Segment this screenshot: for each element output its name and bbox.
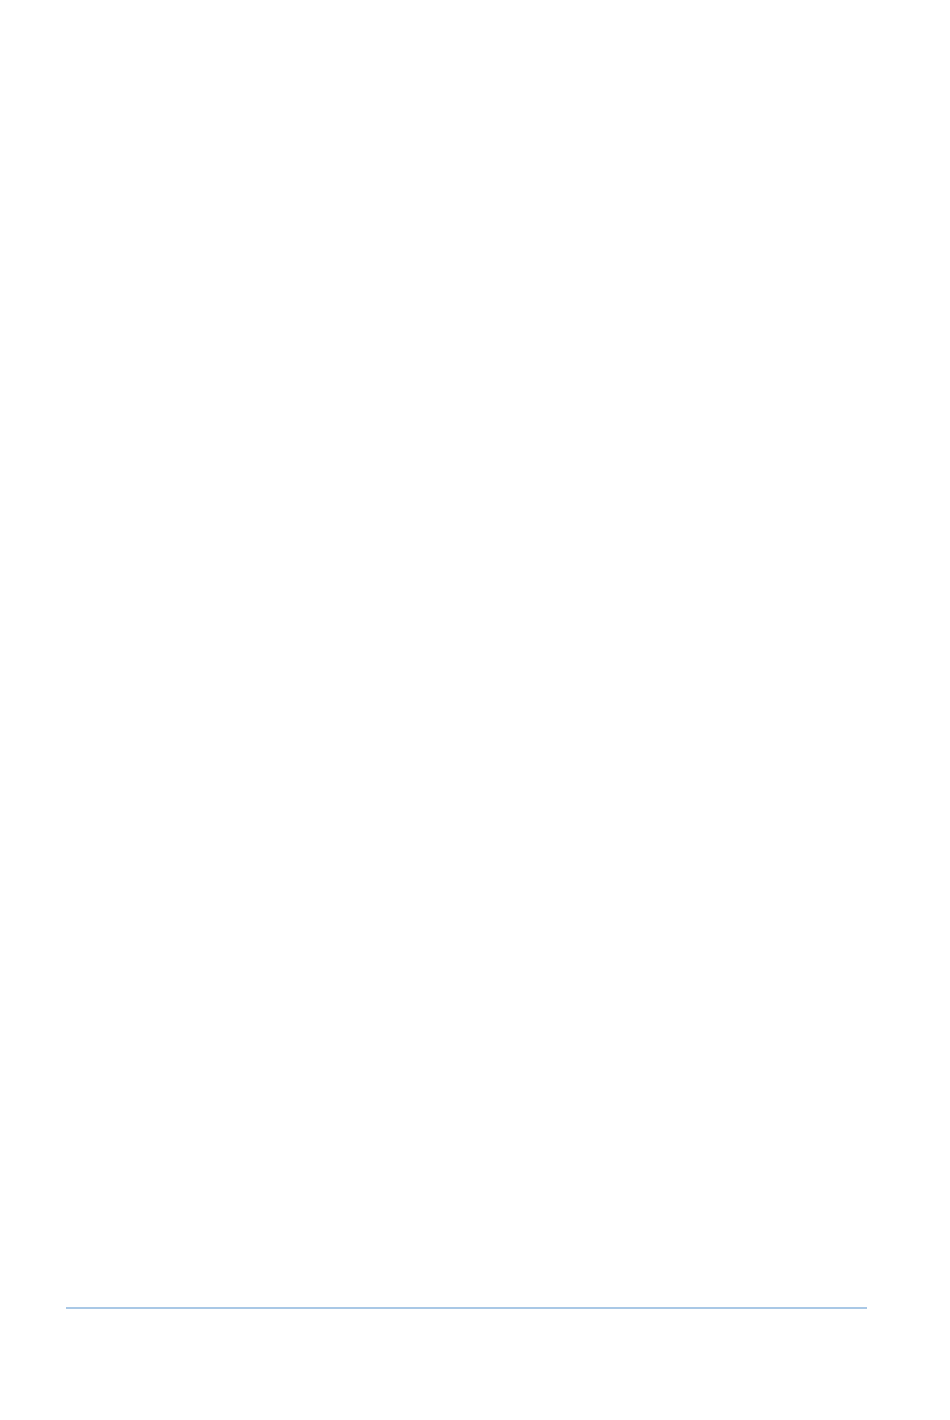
table-bottom-border	[66, 1307, 867, 1309]
